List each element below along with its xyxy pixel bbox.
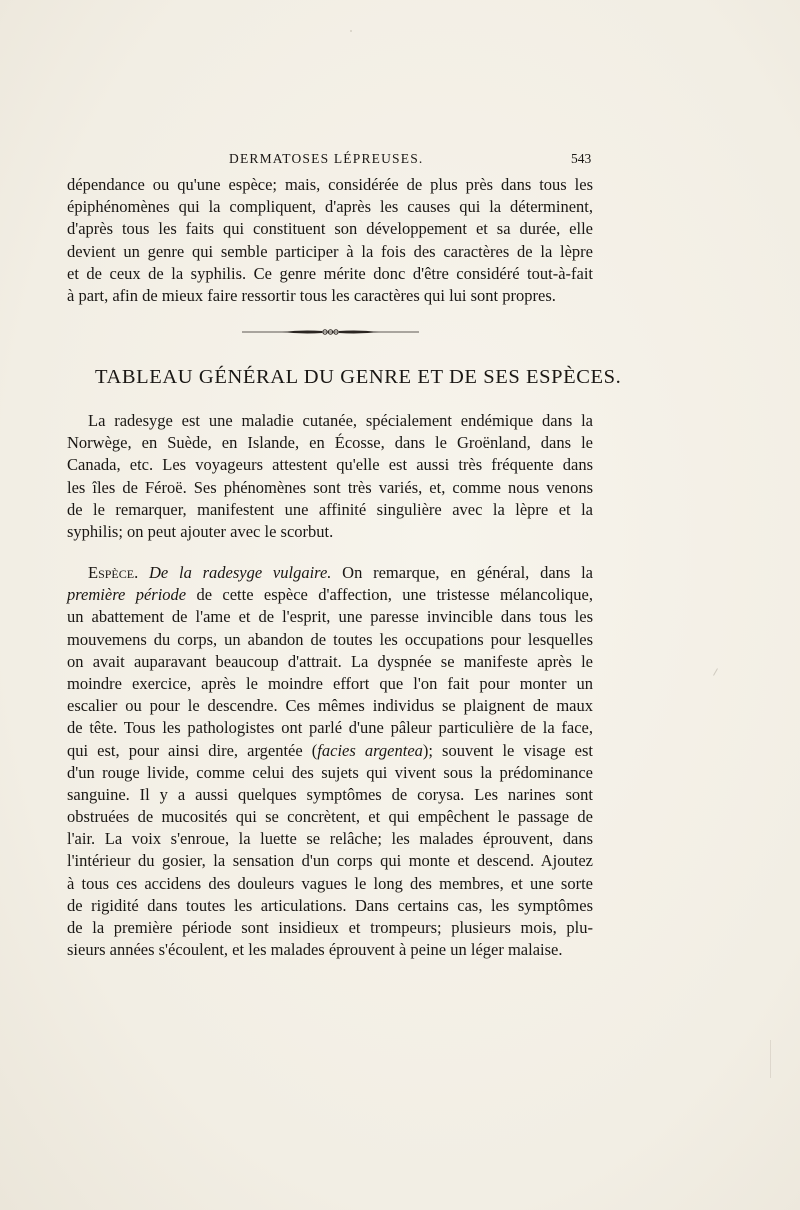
- text-line: sanguine. Il y a aussi quelques symptômes de corysa. Les narines sont: [67, 784, 593, 804]
- text-line: syphilis; on peut ajouter avec le scorbut.: [67, 521, 334, 541]
- text-line: de tête. Tous les pathologistes ont parlé d'une pâleur particulière de la face,: [67, 718, 593, 738]
- text-line: mouvemens du corps, un abandon de toutes les occupations pour lesquelles: [67, 629, 593, 649]
- text-line: et de ceux de la syphilis. Ce genre mérite donc d'être considéré tout-à-fait: [67, 263, 593, 283]
- paper-blemish: [770, 1040, 771, 1078]
- section-heading: TABLEAU GÉNÉRAL DU GENRE ET DE SES ESPÈCES.: [95, 366, 622, 388]
- text-line: à part, afin de mieux faire ressortir tous les caractères qui lui sont propres.: [67, 285, 556, 305]
- species-name: De la radesyge vulgaire.: [148, 563, 332, 582]
- species-label: Espèce.: [88, 563, 139, 582]
- text-line: à tous ces accidens des douleurs vagues le long des membres, et une sorte: [67, 873, 593, 893]
- text-line: obstruées de mucosités qui se concrètent, et qui empêchent le passage de: [67, 807, 593, 827]
- text-line: moindre exercice, après le moindre effort que l'on fait pour monter un: [67, 673, 593, 693]
- text-line: épiphénomènes qui la compliquent, d'après les causes qui la déterminent,: [67, 197, 593, 217]
- body-paragraph: [67, 410, 593, 543]
- text-line: d'un rouge livide, comme celui des sujets qui vivent sous la prédominance: [67, 762, 593, 782]
- text-line: les îles de Féroë. Ses phénomènes sont très variés, et, comme nous venons: [67, 477, 593, 497]
- text-line: dépendance ou qu'une espèce; mais, considérée de plus près dans tous les: [67, 175, 593, 194]
- text-line: un abattement de l'ame et de l'esprit, une paresse invincible dans tous les: [67, 607, 593, 627]
- text-line: de rigidité dans toutes les articulations. Dans certains cas, les symptômes: [67, 895, 593, 915]
- text-line: on avait auparavant beaucoup d'attrait. La dyspnée se manifeste après le: [67, 651, 593, 671]
- italic-term: facies argentea: [317, 740, 423, 760]
- text-run: qui est, pour ainsi dire, argentée (: [67, 740, 318, 760]
- intro-paragraph: [67, 174, 593, 307]
- paper-blemish: [713, 668, 718, 675]
- text-line: devient un genre qui semble participer à la fois des caractères de la lèpre: [67, 241, 593, 261]
- text-line: Canada, etc. Les voyageurs attestent qu'elle est aussi très fréquente dans: [67, 455, 593, 475]
- text-line: [67, 562, 593, 584]
- text-run: ); souvent le visage est: [422, 740, 594, 760]
- text-line: de le remarquer, manifestent une affinité singulière avec la lèpre et la: [67, 499, 593, 519]
- text-line: [67, 740, 593, 762]
- page-number: 543: [571, 151, 592, 166]
- text-line: l'intérieur du gosier, la sensation d'un corps qui monte et descend. Ajoutez: [67, 851, 593, 871]
- running-head: [0, 151, 800, 169]
- text-line: l'air. La voix s'enroue, la luette se relâche; les malades éprouvent, dans: [67, 829, 593, 849]
- text-run: On remarque, en général, dans la: [331, 563, 593, 582]
- section-divider-ornament: [242, 327, 419, 337]
- running-title: DERMATOSES LÉPREUSES.: [229, 151, 424, 166]
- text-line: d'après tous les faits qui constituent son développement et sa durée, elle: [67, 219, 593, 239]
- text-line: [67, 584, 593, 606]
- text-line: de la première période sont insidieux et trompeurs; plusieurs mois, plu-: [67, 918, 593, 937]
- text-line: sieurs années s'écoulent, et les malades éprouvent à peine un léger malaise.: [67, 940, 563, 960]
- text-line: escalier ou pour le descendre. Ces mêmes individus se plaignent de maux: [67, 696, 593, 716]
- text-run: de cette espèce d'affection, une tristesse mélancolique,: [186, 585, 593, 605]
- paper-blemish: [350, 30, 352, 32]
- text-line: Norwège, en Suède, en Islande, en Écosse, dans le Groënland, dans le: [67, 433, 593, 453]
- text-line: La radesyge est une maladie cutanée, spécialement endémique dans la: [88, 411, 593, 430]
- italic-term: première période: [67, 585, 187, 605]
- species-paragraph: [67, 562, 593, 961]
